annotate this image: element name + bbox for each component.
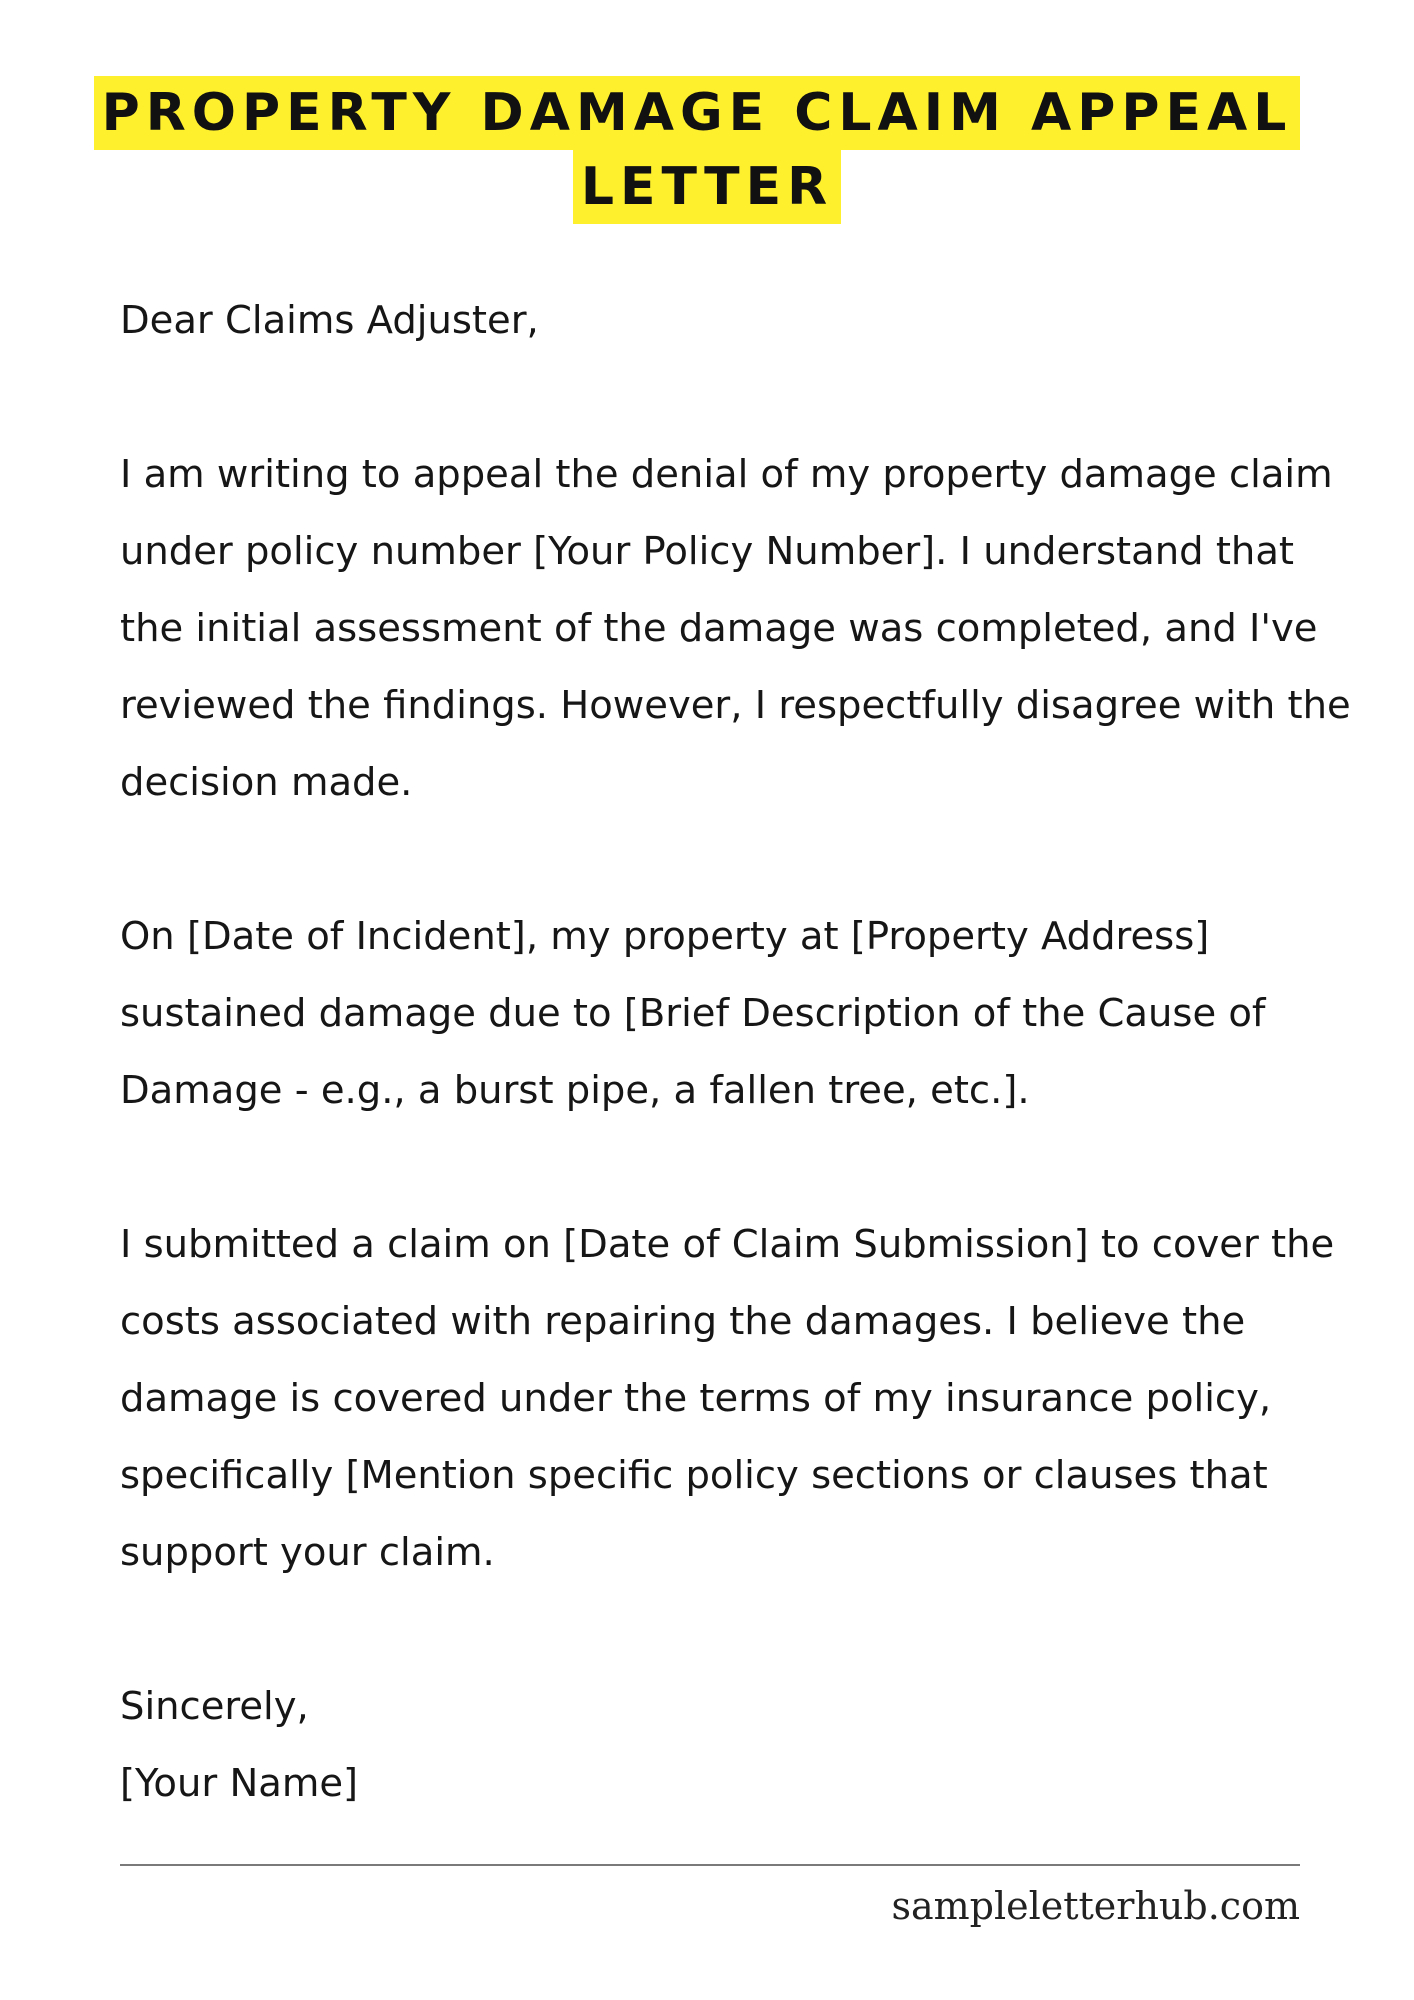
footer-website: sampleletterhub.com [891, 1884, 1300, 1928]
signature: [Your Name] [120, 1761, 359, 1806]
paragraph-3: I submitted a claim on [Date of Claim Submission] to cover the costs associated with repairing the damages. I believe the damage is covered under the terms of my insurance policy, specifically [Mention specific policy sections or clauses that support your claim. [120, 1222, 1335, 1575]
paragraph-2: On [Date of Incident], my property at [Property Address] sustained damage due to [Brief Description of the Cause of Damage - e.g., a burst pipe, a fallen tree, etc.]. [120, 914, 1266, 1113]
salutation: Dear Claims Adjuster, [120, 298, 539, 343]
paragraph-1: I am writing to appeal the denial of my property damage claim under policy number [Your Policy Number]. I understand that the initial assessment of the damage was completed, and I've reviewed the findings. However, I respectfully disagree with the decision made. [120, 452, 1351, 805]
title-line-1: PROPERTY DAMAGE CLAIM APPEAL [94, 76, 1301, 150]
title-line-2: LETTER [573, 150, 841, 224]
footer-divider [120, 1864, 1300, 1866]
document-title [0, 76, 1414, 224]
letter-body [120, 282, 1360, 1822]
closing: Sincerely, [120, 1684, 309, 1729]
